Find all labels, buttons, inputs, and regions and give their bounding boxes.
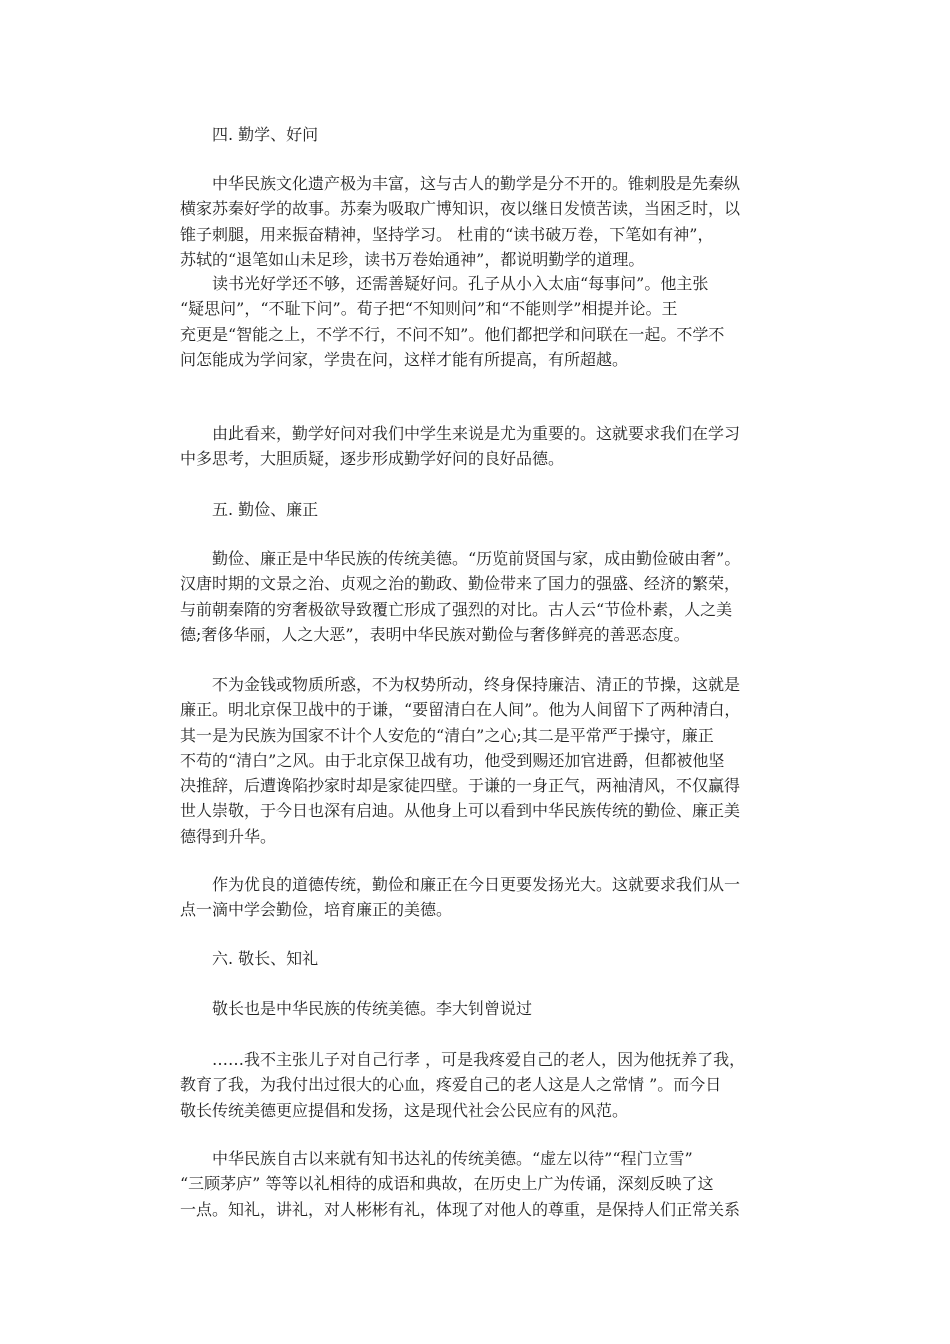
section-four-heading: 四. 勤学、好问	[212, 125, 319, 144]
s4-paragraph-1: 中华民族文化遗产极为丰富，这与古人的勤学是分不开的。锥刺股是先秦纵 横家苏秦好学的故事。苏秦为吸取广博知识，夜以继日发愤苦读，当困乏时，以 锥子刺腿，用来振奋精神，坚持学习。 杜甫的“读书破万卷，下笔如有神”， 苏轼的“退笔如山未足珍，读书万卷始通神”，都说明勤学的道理。	[180, 174, 741, 269]
s5-paragraph-3: 作为优良的道德传统，勤俭和廉正在今日更要发扬光大。这就要求我们从一 点一滴中学会勤俭，培育廉正的美德。	[180, 875, 741, 920]
s5-paragraph-2: 不为金钱或物质所惑，不为权势所动，终身保持廉洁、清正的节操，这就是 廉正。明北京保卫战中的于谦，“要留清白在人间”。他为人间留下了两种清白， 其一是为民族为国家不计个人安危的“清白”之心;其二是平常严于操守，廉正 不苟的“清白”之风。由于北京保卫战有功，他受到赐还加官进爵，但都被他坚 决推辞，后遭谗陷抄家时却是家徒四壁。于谦的一身正气，两袖清风，不仅赢得 世人崇敬，于今日也深有启迪。从他身上可以看到中华民族传统的勤俭、廉正美 德得到升华。	[180, 675, 741, 846]
s6-paragraph-1: 敬长也是中华民族的传统美德。李大钊曾说过	[212, 999, 533, 1018]
s4-paragraph-3: 由此看来，勤学好问对我们中学生来说是尤为重要的。这就要求我们在学习 中多思考，大胆质疑，逐步形成勤学好问的良好品德。	[180, 424, 741, 469]
s6-paragraph-3: 中华民族自古以来就有知书达礼的传统美德。“虚左以待”“程门立雪” “三顾茅庐” 等等以礼相待的成语和典故，在历史上广为传诵，深刻反映了这 一点。知礼，讲礼，对人彬彬有礼，体现了对他人的尊重，是保持人们正常关系	[180, 1149, 741, 1219]
s5-paragraph-1: 勤俭、廉正是中华民族的传统美德。“历览前贤国与家，成由勤俭破由奢”。 汉唐时期的文景之治、贞观之治的勤政、勤俭带来了国力的强盛、经济的繁荣， 与前朝秦隋的穷奢极欲导致覆亡形成了强烈的对比。古人云“节俭朴素，人之美 德;奢侈华丽，人之大恶”，表明中华民族对勤俭与奢侈鲜亮的善恶态度。	[180, 549, 741, 644]
section-six-heading: 六. 敬长、知礼	[212, 949, 319, 968]
section-five-heading: 五. 勤俭、廉正	[212, 500, 319, 519]
s6-paragraph-2: ……我不主张儿子对自己行孝 ，可是我疼爱自己的老人，因为他抚养了我， 教育了我，为我付出过很大的心血，疼爱自己的老人这是人之常情 ”。而今日 敬长传统美德更应提倡和发扬，这是现代社会公民应有的风范。	[180, 1050, 746, 1120]
s4-paragraph-2: 读书光好学还不够，还需善疑好问。孔子从小入太庙“每事问”。他主张 “疑思问”，“不耻下问”。荀子把“不知则问”和“不能则学”相提并论。王 充更是“智能之上，不学不行，不问不知”。他们都把学和问联在一起。不学不 问怎能成为学问家，学贵在问，这样才能有所提高，有所超越。	[180, 274, 725, 369]
